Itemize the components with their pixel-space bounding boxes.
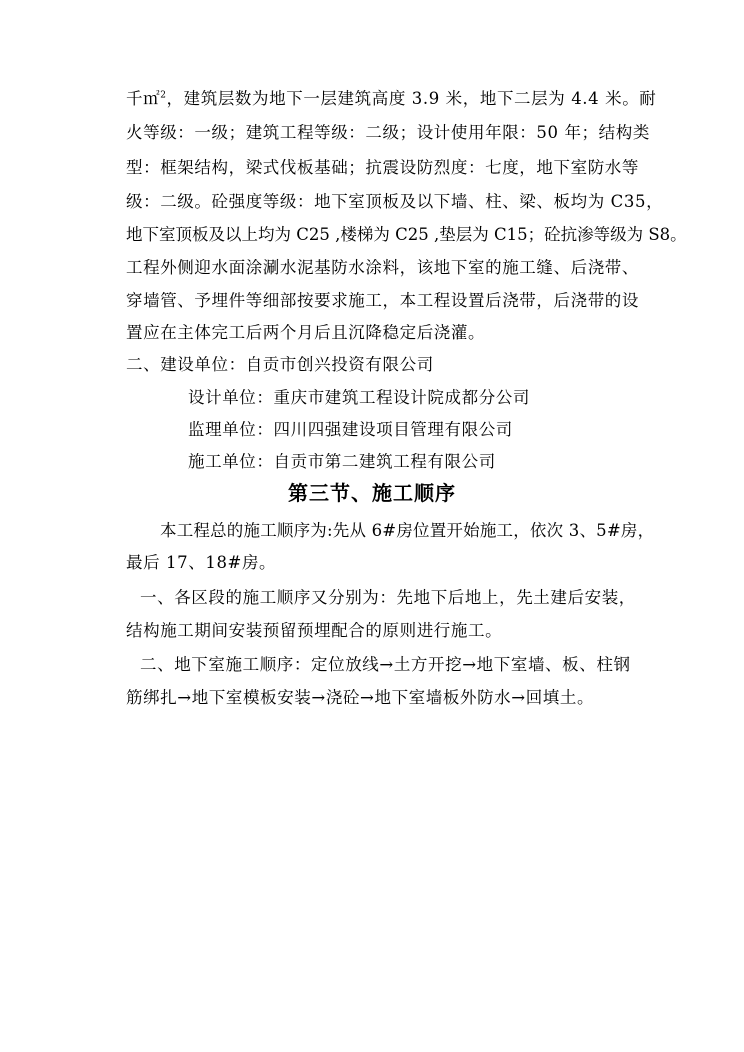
construction-unit: 二、建设单位：自贡市创兴投资有限公司 bbox=[126, 355, 434, 374]
contractor-unit: 施工单位：自贡市第二建筑工程有限公司 bbox=[188, 452, 496, 471]
design-unit: 设计单位：重庆市建筑工程设计院成都分公司 bbox=[188, 388, 530, 407]
paragraph-line: 工程外侧迎水面涂涮水泥基防水涂料，该地下室的施工缝、后浇带、 bbox=[126, 258, 639, 277]
paragraph-line: 级：二级。砼强度等级：地下室顶板及以下墙、柱、梁、板均为 C35， bbox=[126, 192, 664, 211]
area-unit-text: 千㎡ bbox=[126, 89, 161, 108]
paragraph-line: 本工程总的施工顺序为:先从 6#房位置开始施工，依次 3、5#房， bbox=[160, 521, 655, 540]
paragraph-line: 型：框架结构，梁式伐板基础；抗震设防烈度：七度，地下室防水等 bbox=[126, 158, 639, 177]
paragraph-line: 筋绑扎→地下室模板安装→浇砼→地下室墙板外防水→回填土。 bbox=[126, 688, 595, 707]
superscript: 2 bbox=[160, 90, 167, 101]
paragraph-line: 结构施工期间安装预留预埋配合的原则进行施工。 bbox=[126, 621, 503, 640]
paragraph-line: 一、各区段的施工顺序又分别为：先地下后地上，先土建后安装， bbox=[140, 588, 636, 607]
section-heading: 第三节、施工顺序 bbox=[288, 481, 456, 505]
paragraph-line: 置应在主体完工后两个月后且沉降稳定后浇灌。 bbox=[126, 323, 486, 342]
paragraph-line: 最后 17、18#房。 bbox=[126, 553, 277, 572]
paragraph-line: 二、地下室施工顺序：定位放线→土方开挖→地下室墙、板、柱钢 bbox=[140, 655, 631, 674]
supervision-unit: 监理单位：四川四强建设项目管理有限公司 bbox=[188, 420, 513, 439]
paragraph-line: 穿墙管、予埋件等细部按要求施工，本工程设置后浇带，后浇带的设 bbox=[126, 291, 639, 310]
paragraph-line: 火等级：一级；建筑工程等级：二级；设计使用年限：50 年；结构类 bbox=[126, 123, 650, 142]
paragraph-line bbox=[126, 89, 656, 109]
paragraph-text: ，建筑层数为地下一层建筑高度 3.9 米，地下二层为 4.4 米。耐 bbox=[166, 89, 657, 108]
paragraph-line: 地下室顶板及以上均为 C25 ,楼梯为 C25 ,垫层为 C15；砼抗渗等级为 S8。 bbox=[126, 225, 687, 244]
